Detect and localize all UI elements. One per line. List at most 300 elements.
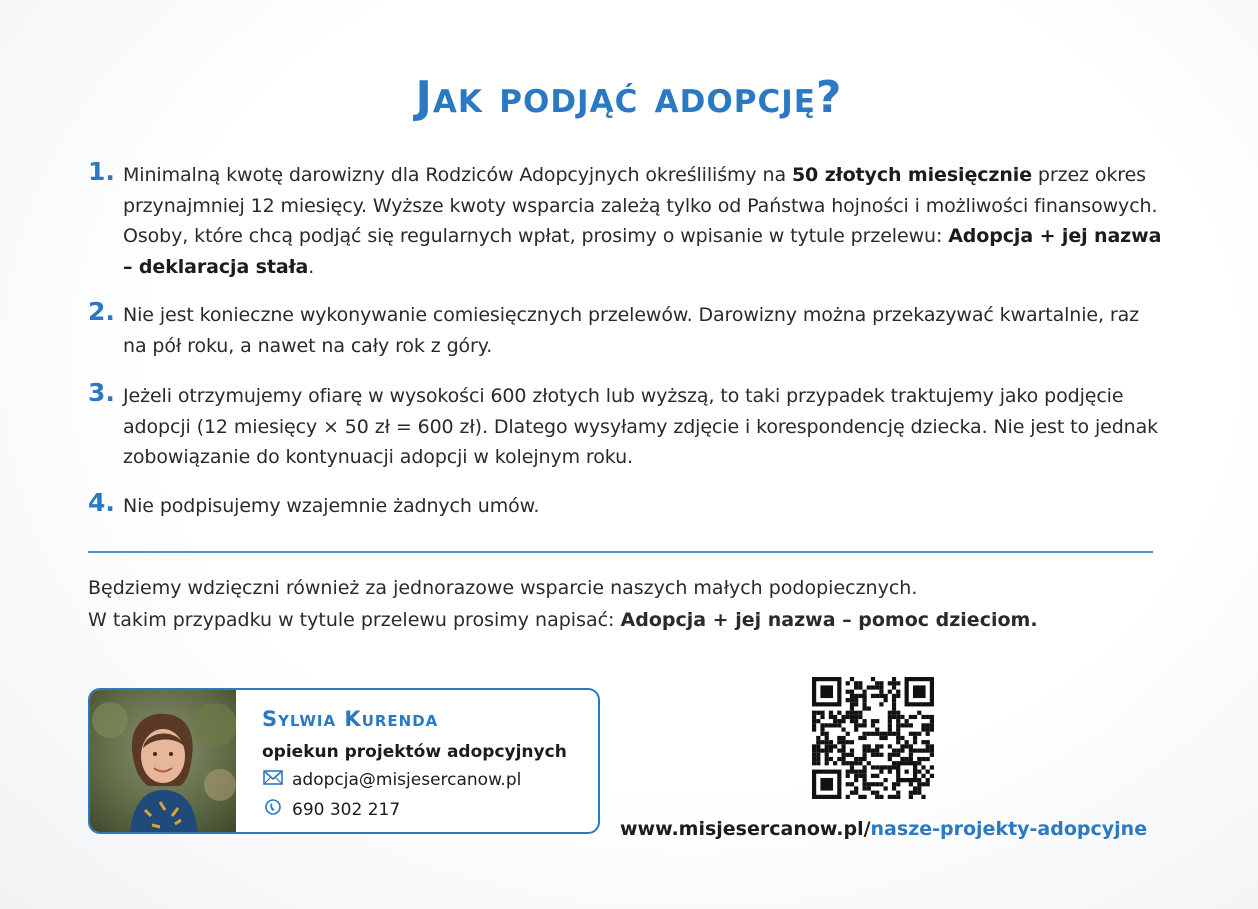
qr-module: [858, 761, 862, 765]
qr-module: [816, 744, 820, 748]
qr-module: [850, 761, 854, 765]
qr-module: [888, 753, 892, 757]
qr-module: [867, 749, 871, 753]
qr-module: [862, 782, 866, 786]
qr-module: [829, 740, 833, 744]
qr-module: [854, 694, 858, 698]
qr-module: [896, 715, 900, 719]
qr-module: [926, 732, 930, 736]
qr-module: [841, 736, 845, 740]
qr-module: [888, 727, 892, 731]
qr-module: [900, 749, 904, 753]
qr-module: [879, 702, 883, 706]
qr-module: [871, 782, 875, 786]
qr-module: [917, 791, 921, 795]
qr-module: [896, 740, 900, 744]
qr-module: [913, 685, 926, 698]
footer-note: [88, 573, 1038, 636]
qr-module: [850, 782, 854, 786]
qr-module: [879, 685, 883, 689]
qr-module: [896, 791, 900, 795]
qr-module: [858, 757, 862, 761]
qr-module: [867, 706, 871, 710]
qr-module: [812, 761, 816, 765]
qr-module: [846, 740, 850, 744]
qr-module: [837, 711, 841, 715]
qr-module: [829, 757, 833, 761]
qr-module: [930, 727, 934, 731]
qr-module: [905, 740, 909, 744]
qr-module: [900, 744, 904, 748]
qr-module: [930, 774, 934, 778]
qr-module: [862, 736, 866, 740]
qr-module: [888, 795, 892, 799]
qr-module: [825, 723, 829, 727]
qr-module: [850, 706, 854, 710]
qr-module: [888, 711, 892, 715]
qr-module: [820, 727, 824, 731]
qr-module: [858, 681, 862, 685]
qr-module: [871, 791, 875, 795]
qr-module: [820, 715, 824, 719]
qr-module: [858, 770, 862, 774]
qr-module: [854, 715, 858, 719]
qr-module: [841, 740, 845, 744]
qr-module: [825, 757, 829, 761]
qr-module: [871, 732, 875, 736]
qr-module: [862, 719, 866, 723]
qr-module: [837, 719, 841, 723]
qr-module: [909, 791, 913, 795]
qr-module: [888, 757, 892, 761]
qr-module: [913, 740, 917, 744]
qr-module: [850, 690, 854, 694]
qr-module: [875, 765, 879, 769]
qr-module: [829, 744, 833, 748]
qr-module: [854, 727, 858, 731]
qr-module: [917, 757, 921, 761]
qr-module: [854, 723, 858, 727]
qr-module: [892, 698, 896, 702]
qr-module: [820, 723, 824, 727]
qr-module: [921, 723, 925, 727]
qr-module: [896, 795, 900, 799]
qr-module: [825, 732, 829, 736]
qr-module: [858, 694, 862, 698]
list-item: [88, 488, 1168, 522]
qr-module: [909, 753, 913, 757]
qr-module: [846, 681, 850, 685]
qr-module: [862, 690, 866, 694]
qr-module: [867, 685, 871, 689]
qr-module: [913, 736, 917, 740]
qr-module: [862, 757, 866, 761]
qr-module: [875, 685, 879, 689]
qr-module: [846, 753, 850, 757]
item-text: Nie jest konieczne wykonywanie comiesięcznych przelewów. Darowizny można przekazywać kwartalnie, raz na pół roku, a nawet na cały rok z góry.: [123, 304, 1140, 357]
contact-email[interactable]: adopcja@misjesercanow.pl: [292, 770, 522, 790]
qr-module: [837, 723, 841, 727]
qr-module: [892, 694, 896, 698]
qr-module: [862, 706, 866, 710]
qr-module: [913, 791, 917, 795]
qr-module: [926, 757, 930, 761]
qr-module: [850, 749, 854, 753]
qr-module: [871, 753, 875, 757]
qr-module: [892, 706, 896, 710]
qr-module: [884, 778, 888, 782]
qr-module: [896, 719, 900, 723]
qr-module: [884, 736, 888, 740]
qr-module: [926, 770, 930, 774]
qr-module: [879, 753, 883, 757]
qr-module: [846, 774, 850, 778]
qr-module: [867, 782, 871, 786]
qr-module: [888, 715, 892, 719]
qr-module: [875, 727, 879, 731]
qr-module: [909, 749, 913, 753]
qr-module: [812, 757, 816, 761]
qr-module: [892, 685, 896, 689]
qr-module: [854, 761, 858, 765]
qr-module: [833, 723, 837, 727]
qr-module: [875, 719, 879, 723]
qr-module: [854, 778, 858, 782]
qr-module: [879, 765, 883, 769]
contact-role: opiekun projektów adopcyjnych: [262, 742, 567, 762]
qr-module: [833, 761, 837, 765]
qr-module: [926, 740, 930, 744]
qr-module: [909, 744, 913, 748]
item-number: 2.: [88, 297, 115, 326]
list-item: [88, 378, 1168, 473]
qr-module: [862, 698, 866, 702]
qr-module: [850, 753, 854, 757]
website-link[interactable]: www.misjesercanow.pl/nasze-projekty-adopcyjne: [620, 818, 1148, 840]
qr-module: [833, 744, 837, 748]
qr-module: [917, 761, 921, 765]
qr-module: [879, 744, 883, 748]
qr-module: [850, 719, 854, 723]
qr-module: [871, 694, 875, 698]
qr-module: [875, 795, 879, 799]
contact-name: Sylwia Kurenda: [262, 707, 439, 731]
qr-module: [896, 782, 900, 786]
qr-module: [917, 770, 921, 774]
qr-module: [905, 770, 909, 774]
qr-module: [875, 732, 879, 736]
qr-module: [825, 761, 829, 765]
qr-module: [896, 749, 900, 753]
qr-module: [854, 711, 858, 715]
qr-module: [854, 791, 858, 795]
qr-module: [888, 719, 892, 723]
qr-module: [867, 761, 871, 765]
qr-module: [884, 732, 888, 736]
qr-module: [846, 782, 850, 786]
qr-module: [926, 749, 930, 753]
qr-module: [862, 694, 866, 698]
phone-icon: [262, 799, 284, 820]
qr-module: [909, 757, 913, 761]
qr-module: [812, 711, 816, 715]
qr-module: [841, 727, 845, 731]
qr-module: [921, 727, 925, 731]
qr-module: [896, 694, 900, 698]
qr-module: [921, 749, 925, 753]
qr-module: [900, 715, 904, 719]
qr-module: [900, 757, 904, 761]
qr-module: [905, 723, 909, 727]
qr-module: [884, 698, 888, 702]
qr-module: [871, 765, 875, 769]
qr-module: [896, 727, 900, 731]
qr-module: [825, 740, 829, 744]
contact-email-row: [262, 770, 521, 790]
qr-module: [816, 719, 820, 723]
qr-module: [820, 685, 833, 698]
qr-module: [909, 795, 913, 799]
qr-module: [892, 782, 896, 786]
qr-module: [850, 770, 854, 774]
qr-module: [917, 749, 921, 753]
qr-module: [858, 723, 862, 727]
qr-module: [909, 715, 913, 719]
qr-module: [850, 698, 854, 702]
list-item: [88, 157, 1168, 282]
qr-code[interactable]: [812, 677, 934, 799]
qr-module: [892, 702, 896, 706]
qr-module: [921, 765, 925, 769]
qr-module: [862, 795, 866, 799]
qr-module: [888, 765, 892, 769]
qr-module: [930, 715, 934, 719]
qr-module: [913, 786, 917, 790]
list-item: [88, 297, 1168, 361]
qr-module: [816, 740, 820, 744]
qr-module: [892, 795, 896, 799]
contact-phone-row: [262, 799, 400, 820]
qr-module: [812, 715, 816, 719]
qr-module: [858, 685, 862, 689]
qr-module: [888, 681, 892, 685]
qr-module: [850, 765, 854, 769]
qr-module: [858, 736, 862, 740]
qr-module: [879, 782, 883, 786]
qr-module: [862, 753, 866, 757]
item-number: 3.: [88, 378, 115, 407]
footer-line-2: W takim przypadku w tytule przelewu prosimy napisać: Adopcja + jej nazwa – pomoc dzieciom.: [88, 608, 1038, 631]
qr-module: [846, 761, 850, 765]
qr-module: [871, 685, 875, 689]
qr-module: [926, 715, 930, 719]
qr-module: [892, 786, 896, 790]
qr-module: [884, 765, 888, 769]
qr-module: [879, 690, 883, 694]
qr-module: [833, 715, 837, 719]
qr-module: [917, 778, 921, 782]
qr-module: [921, 774, 925, 778]
qr-module: [871, 719, 875, 723]
item-text: Minimalną kwotę darowizny dla Rodziców Adopcyjnych określiliśmy na 50 złotych miesięcznie przez okres przynajmniej 12 miesięcy. Wyższe kwoty wsparcia zależą tylko od Państwa hojności i możliwości finansowych. Osoby, które chcą podjąć się regularnych wpłat, prosimy o wpisanie w tytule przelewu: Adopcja + jej nazwa – deklaracja stała.: [123, 164, 1162, 278]
footer-line-1: Będziemy wdzięczni również za jednorazowe wsparcie naszych małych podopiecznych.: [88, 577, 918, 599]
qr-module: [850, 715, 854, 719]
qr-module: [841, 719, 845, 723]
qr-module: [871, 749, 875, 753]
qr-module: [896, 753, 900, 757]
qr-module: [816, 736, 820, 740]
qr-module: [930, 719, 934, 723]
qr-module: [930, 765, 934, 769]
qr-module: [812, 719, 816, 723]
qr-module: [862, 786, 866, 790]
qr-module: [871, 723, 875, 727]
qr-module: [888, 690, 892, 694]
qr-module: [875, 749, 879, 753]
qr-module: [854, 786, 858, 790]
qr-module: [875, 782, 879, 786]
qr-module: [896, 690, 900, 694]
qr-module: [913, 732, 917, 736]
qr-module: [858, 715, 862, 719]
qr-module: [905, 757, 909, 761]
qr-module: [837, 740, 841, 744]
qr-module: [850, 694, 854, 698]
qr-module: [850, 791, 854, 795]
qr-module: [896, 681, 900, 685]
qr-module: [884, 786, 888, 790]
qr-module: [892, 765, 896, 769]
qr-module: [816, 711, 820, 715]
qr-module: [917, 732, 921, 736]
qr-module: [909, 732, 913, 736]
qr-module: [917, 782, 921, 786]
qr-module: [871, 774, 875, 778]
qr-module: [850, 711, 854, 715]
qr-module: [862, 744, 866, 748]
qr-module: [846, 795, 850, 799]
qr-module: [875, 744, 879, 748]
qr-module: [921, 740, 925, 744]
qr-module: [879, 681, 883, 685]
qr-module: [841, 744, 845, 748]
qr-module: [867, 732, 871, 736]
qr-module: [862, 765, 866, 769]
qr-module: [875, 753, 879, 757]
qr-module: [892, 677, 896, 681]
qr-module: [825, 749, 829, 753]
qr-module: [862, 774, 866, 778]
qr-module: [900, 723, 904, 727]
qr-module: [816, 761, 820, 765]
qr-module: [905, 719, 909, 723]
qr-module: [930, 749, 934, 753]
contact-photo: [90, 690, 236, 834]
qr-module: [921, 715, 925, 719]
qr-module: [892, 732, 896, 736]
qr-module: [892, 711, 896, 715]
qr-module: [926, 778, 930, 782]
item-text: Nie podpisujemy wzajemnie żadnych umów.: [123, 495, 540, 517]
item-number: 4.: [88, 488, 115, 517]
qr-module: [846, 715, 850, 719]
qr-module: [862, 732, 866, 736]
contact-card: [88, 688, 600, 834]
qr-module: [875, 774, 879, 778]
qr-module: [892, 749, 896, 753]
qr-module: [921, 782, 925, 786]
qr-module: [917, 711, 921, 715]
qr-module: [892, 715, 896, 719]
qr-module: [854, 698, 858, 702]
qr-module: [875, 791, 879, 795]
qr-module: [926, 744, 930, 748]
qr-module: [858, 711, 862, 715]
qr-module: [841, 753, 845, 757]
contact-phone[interactable]: 690 302 217: [292, 800, 401, 820]
qr-module: [820, 740, 824, 744]
qr-module: [921, 795, 925, 799]
divider: [88, 551, 1153, 553]
qr-module: [812, 723, 816, 727]
qr-module: [812, 753, 816, 757]
qr-module: [820, 711, 824, 715]
qr-module: [854, 702, 858, 706]
qr-module: [854, 719, 858, 723]
qr-module: [867, 744, 871, 748]
qr-module: [820, 749, 824, 753]
qr-module: [846, 698, 850, 702]
qr-module: [888, 732, 892, 736]
qr-module: [896, 732, 900, 736]
qr-module: [871, 677, 875, 681]
qr-module: [837, 757, 841, 761]
qr-module: [926, 723, 930, 727]
qr-module: [846, 690, 850, 694]
qr-module: [820, 732, 824, 736]
page-title: Jak podjąć adopcję?: [415, 72, 843, 123]
qr-module: [930, 753, 934, 757]
qr-module: [879, 795, 883, 799]
qr-module: [905, 744, 909, 748]
qr-module: [825, 744, 829, 748]
qr-module: [862, 778, 866, 782]
qr-module: [888, 723, 892, 727]
qr-module: [829, 715, 833, 719]
qr-module: [858, 774, 862, 778]
qr-module: [862, 702, 866, 706]
qr-module: [841, 757, 845, 761]
item-text: Jeżeli otrzymujemy ofiarę w wysokości 600 złotych lub wyższą, to taki przypadek traktujemy jako podjęcie adopcji (12 miesięcy × 50 zł = 600 zł). Dlatego wysyłamy zdjęcie i korespondencję dziecka. Nie jest to jednak zobowiązanie do kontynuacji adopcji w kolejnym roku.: [123, 385, 1159, 468]
qr-module: [850, 677, 854, 681]
qr-module: [892, 681, 896, 685]
envelope-icon: [262, 770, 284, 790]
qr-module: [862, 770, 866, 774]
qr-module: [909, 782, 913, 786]
qr-module: [892, 761, 896, 765]
qr-module: [879, 694, 883, 698]
qr-module: [812, 727, 816, 731]
qr-module: [930, 744, 934, 748]
qr-module: [884, 694, 888, 698]
qr-module: [896, 736, 900, 740]
qr-module: [892, 753, 896, 757]
qr-module: [854, 681, 858, 685]
qr-module: [930, 723, 934, 727]
qr-module: [846, 711, 850, 715]
qr-module: [825, 736, 829, 740]
qr-module: [896, 711, 900, 715]
